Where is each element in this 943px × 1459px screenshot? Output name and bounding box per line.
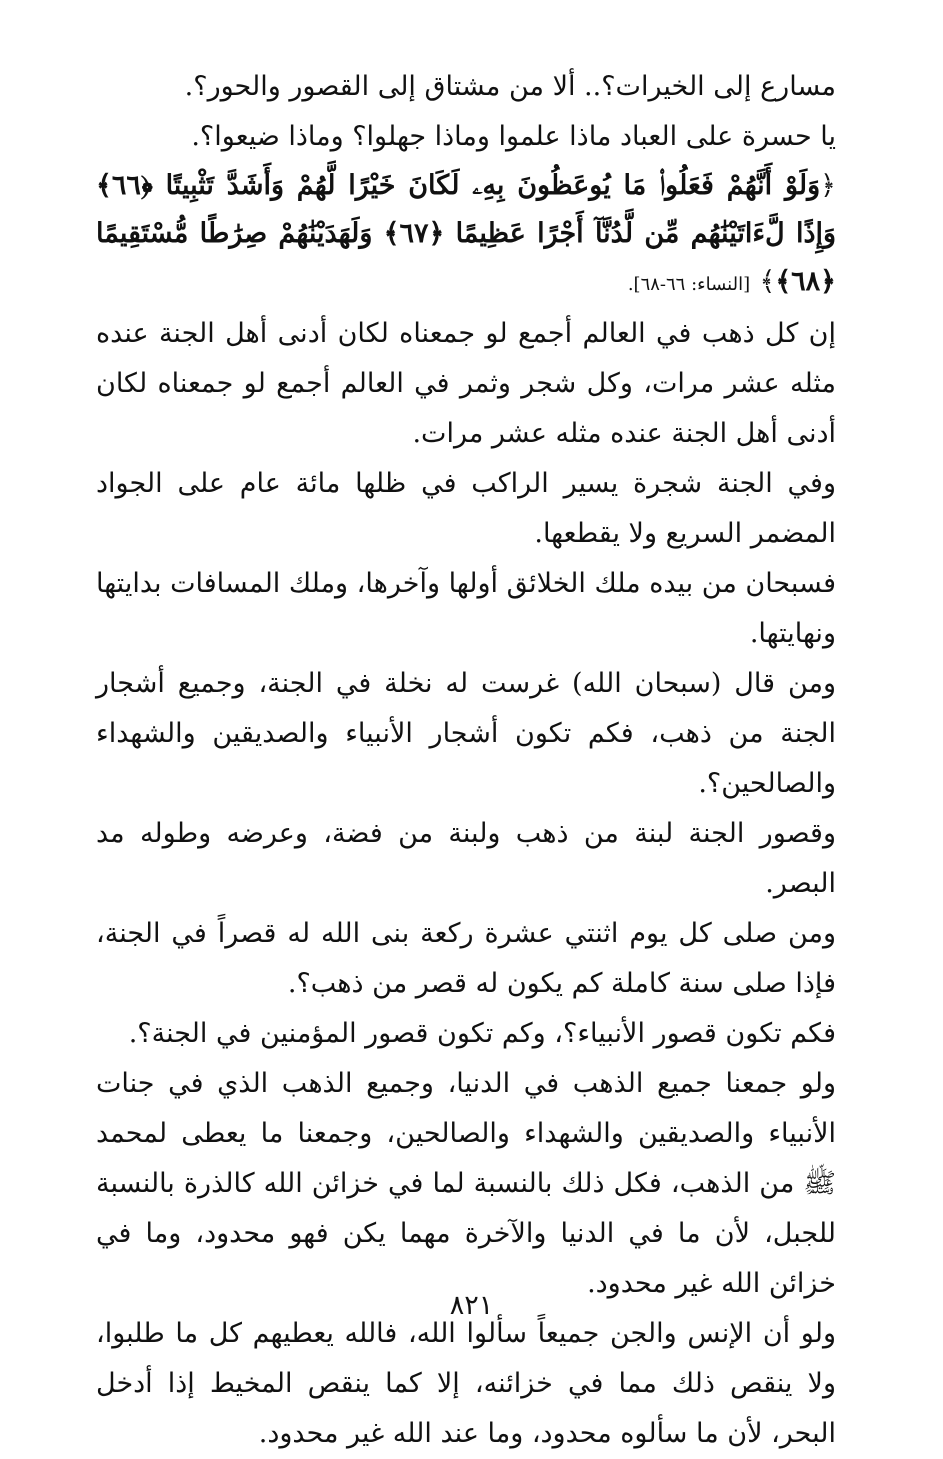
paragraph-all-gold: ولو جمعنا جميع الذهب في الدنيا، وجميع الذهب الذي في جنات الأنبياء والصديقين والشهداء والصالحين، وجمعنا ما يعطى لمحمد ﷺ من الذهب، فكل ذلك بالنسبة لما في خزائن الله كالذرة بالنسبة للجبل، لأن ما في الدنيا والآخرة مهما يكن فهو محدود، وما في خزائن الله غير محدود.	[96, 1068, 836, 1299]
quran-verse-block	[96, 162, 836, 309]
quran-close-bracket: ﴾	[759, 266, 776, 297]
paragraph-2: يا حسرة على العباد ماذا علموا وماذا جهلوا؟ وماذا ضيعوا؟.	[191, 121, 836, 152]
page-body	[96, 62, 836, 1459]
paragraph-glory: فسبحان من بيده ملك الخلائق أولها وآخرها، وملك المسافات بدايتها ونهايتها.	[96, 568, 836, 649]
paragraph-tasbih: ومن قال (سبحان الله) غرست له نخلة في الجنة، وجميع أشجار الجنة من ذهب، فكم تكون أشجار الأنبياء والصديقين والشهداء والصالحين؟.	[96, 668, 836, 799]
paragraph-palaces: وقصور الجنة لبنة من ذهب ولبنة من فضة، وعرضه وطوله مد البصر.	[96, 818, 836, 899]
paragraph-gold: إن كل ذهب في العالم أجمع لو جمعناه لكان أدنى أهل الجنة عنده مثله عشر مرات، وكل شجر وثمر في العالم أجمع لو جمعناه لكان أدنى أهل الجنة عنده مثله عشر مرات.	[96, 318, 836, 449]
paragraph-1: مسارع إلى الخيرات؟.. ألا من مشتاق إلى القصور والحور؟.	[184, 71, 836, 102]
paragraph-prophets-palaces: فكم تكون قصور الأنبياء؟، وكم تكون قصور المؤمنين في الجنة؟.	[128, 1018, 836, 1049]
paragraph-prayer: ومن صلى كل يوم اثنتي عشرة ركعة بنى الله له قصراً في الجنة، فإذا صلى سنة كاملة كم يكون له قصر من ذهب؟.	[96, 918, 836, 999]
quran-reference: [النساء: ٦٦-٦٨].	[627, 274, 751, 295]
quran-open-bracket: ﴿	[820, 170, 836, 201]
paragraph-treasures: ولو أن الإنس والجن جميعاً سألوا الله، فالله يعطيهم كل ما طلبوا، ولا ينقص ذلك مما في خزائنه، إلا كما ينقص المخيط إذا أدخل البحر، لأن ما سألوه محدود، وما عند الله غير محدود.	[96, 1318, 836, 1449]
paragraph-tree: وفي الجنة شجرة يسير الراكب في ظلها مائة عام على الجواد المضمر السريع ولا يقطعها.	[96, 468, 836, 549]
page-number: ٨٢١	[449, 1290, 494, 1321]
quran-verse-text: وَلَوْ أَنَّهُمْ فَعَلُوا۟ مَا يُوعَظُونَ بِهِۦ لَكَانَ خَيْرًا لَّهُمْ وَأَشَدَّ تَثْبِيتًا ﴿٦٦﴾ وَإِذًا لَّءَاتَيْنَٰهُم مِّن لَّدُنَّآ أَجْرًا عَظِيمًا ﴿٦٧﴾ وَلَهَدَيْنَٰهُمْ صِرَٰطًا مُّسْتَقِيمًا ﴿٦٨﴾	[96, 170, 837, 297]
